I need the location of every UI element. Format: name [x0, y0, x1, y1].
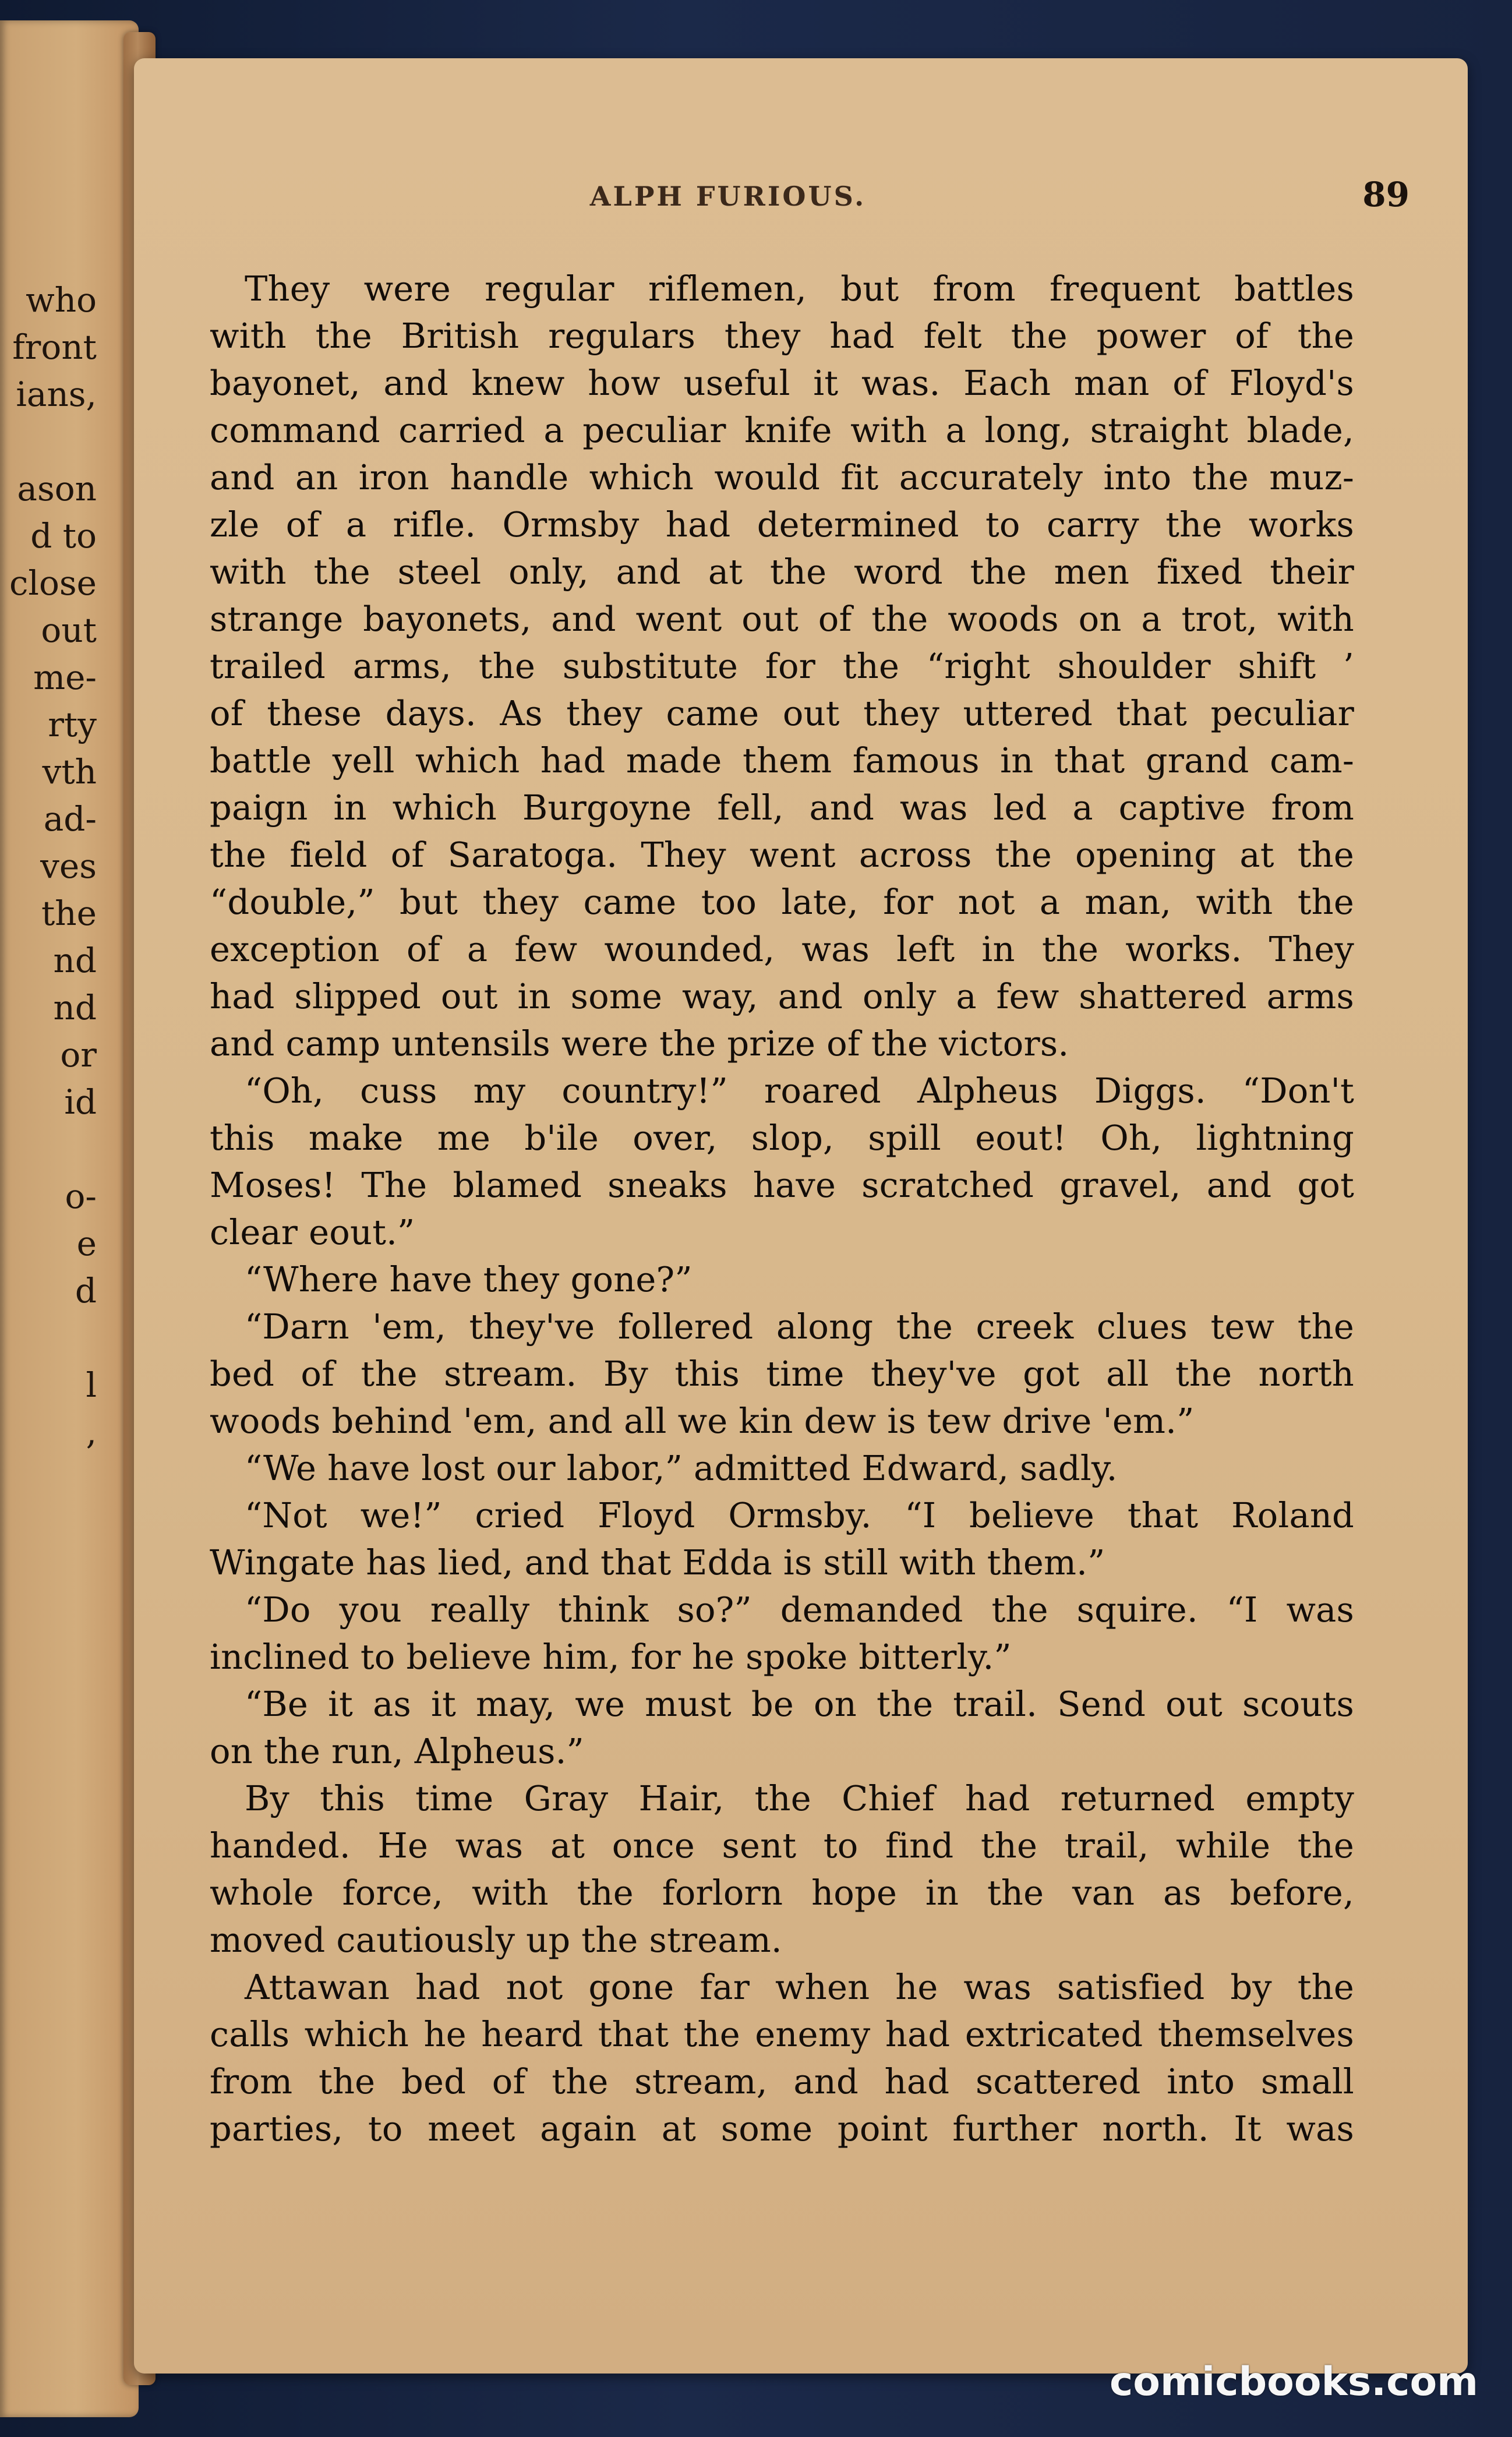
left-fragment [0, 1456, 139, 1503]
left-fragment: l [86, 1365, 97, 1405]
left-fragment: close [9, 563, 97, 603]
left-fragment: ians, [16, 375, 97, 414]
left-fragment: nd [53, 988, 97, 1027]
text-line: battle yell which had made them famous in that grand cam- [210, 740, 1354, 780]
text-line: calls which he heard that the enemy had extricated themselves [210, 2014, 1354, 2054]
left-fragment: front [12, 327, 97, 367]
left-fragment [0, 418, 139, 465]
left-fragment: e [76, 1224, 97, 1263]
text-line: handed. He was at once sent to find the trail, while the [210, 1825, 1354, 1866]
left-fragment [0, 1126, 139, 1173]
left-fragment: vth [42, 752, 97, 792]
left-fragment: ason [17, 469, 97, 508]
text-line: By this time Gray Hair, the Chief had returned empty [245, 1778, 1354, 1818]
text-line: “Be it as it may, we must be on the trail. Send out scouts [245, 1684, 1354, 1724]
page-number: 89 [1362, 175, 1409, 214]
left-fragment: or [60, 1035, 97, 1075]
text-line: and camp untensils were the prize of the victors. [210, 1023, 1069, 1064]
text-line: clear eout.” [210, 1212, 415, 1252]
text-line: trailed arms, the substitute for the “right shoulder shift ’ [210, 646, 1354, 686]
left-fragment: d [75, 1271, 97, 1311]
text-line: bayonet, and knew how useful it was. Each man of Floyd's [210, 363, 1354, 403]
text-line: with the British regulars they had felt the power of the [210, 316, 1354, 356]
text-line: Moses! The blamed sneaks have scratched gravel, and got [210, 1165, 1354, 1205]
text-line: zle of a rifle. Ormsby had determined to carry the works [210, 504, 1354, 545]
text-line: exception of a few wounded, was left in the works. They [210, 929, 1354, 969]
left-fragment: the [41, 893, 97, 933]
page-text [210, 265, 1354, 2152]
text-line: “double,” but they came too late, for not a man, with the [210, 882, 1354, 922]
watermark-text: comicbooks.com [1110, 2359, 1479, 2405]
left-fragment: nd [53, 941, 97, 980]
text-line: woods behind 'em, and all we kin dew is tew drive 'em.” [210, 1401, 1195, 1441]
text-line: Attawan had not gone far when he was satisfied by the [245, 1967, 1354, 2007]
text-line: “Do you really think so?” demanded the squire. “I was [245, 1590, 1354, 1630]
text-line: moved cautiously up the stream. [210, 1920, 782, 1960]
left-page [0, 20, 139, 2417]
text-line: inclined to believe him, for he spoke bitterly.” [210, 1637, 1012, 1677]
left-fragment [0, 1315, 139, 1362]
text-line: strange bayonets, and went out of the woods on a trot, with [210, 599, 1354, 639]
text-line: and an iron handle which would fit accurately into the muz- [210, 457, 1354, 497]
text-line: paign in which Burgoyne fell, and was led a captive from [210, 787, 1354, 828]
page-header [134, 58, 1468, 169]
text-line: “Where have they gone?” [245, 1259, 693, 1299]
text-line: from the bed of the stream, and had scattered into small [210, 2061, 1354, 2102]
text-line: bed of the stream. By this time they've got all the north [210, 1354, 1354, 1394]
left-fragment: o- [65, 1177, 97, 1216]
left-fragment: , [86, 1412, 97, 1452]
left-fragment: ves [40, 846, 97, 886]
text-line: “Not we!” cried Floyd Ormsby. “I believe that Roland [245, 1495, 1354, 1535]
left-fragment: d to [30, 516, 97, 556]
text-line: the field of Saratoga. They went across the opening at the [210, 835, 1354, 875]
text-line: They were regular riflemen, but from frequent battles [245, 269, 1354, 309]
left-fragment: ad- [43, 799, 97, 839]
left-fragment: rty [48, 705, 97, 744]
left-fragment: me- [33, 658, 97, 697]
text-line: “We have lost our labor,” admitted Edward, sadly. [245, 1448, 1118, 1488]
left-fragment: out [41, 610, 97, 650]
text-line: with the steel only, and at the word the men fixed their [210, 552, 1354, 592]
text-line: “Darn 'em, they've follered along the creek clues tew the [245, 1306, 1354, 1347]
text-line: of these days. As they came out they uttered that peculiar [210, 693, 1354, 733]
left-fragment: id [64, 1082, 97, 1122]
running-head: ALPH FURIOUS. [589, 181, 867, 212]
text-line: on the run, Alpheus.” [210, 1731, 584, 1771]
site-watermark [1110, 2347, 1488, 2417]
text-line: command carried a peculiar knife with a long, straight blade, [210, 410, 1354, 450]
left-fragment: who [26, 280, 97, 320]
text-line: whole force, with the forlorn hope in the van as before, [210, 1873, 1354, 1913]
text-line: “Oh, cuss my country!” roared Alpheus Diggs. “Don't [245, 1071, 1354, 1111]
text-line: this make me b'ile over, slop, spill eout! Oh, lightning [210, 1118, 1354, 1158]
text-line: parties, to meet again at some point further north. It was [210, 2108, 1354, 2149]
text-line: had slipped out in some way, and only a few shattered arms [210, 976, 1354, 1016]
left-page-fragments [0, 277, 139, 1503]
right-page [134, 58, 1468, 2374]
text-line: Wingate has lied, and that Edda is still with them.” [210, 1542, 1105, 1583]
